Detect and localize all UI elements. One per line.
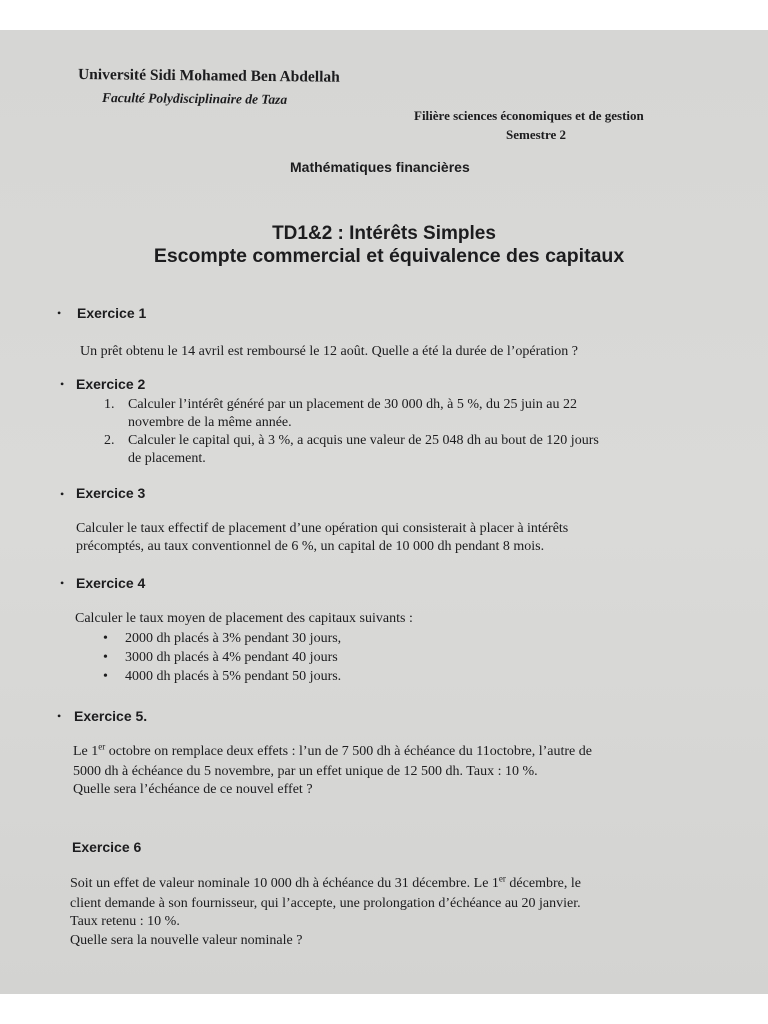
bullet-icon: • — [57, 306, 62, 320]
exercise-3-title: Exercice 3 — [76, 485, 146, 501]
semestre-label: Semestre 2 — [506, 127, 567, 142]
text-span: octobre on remplace deux effets : l’un de 7 500 dh à échéance du 11octobre, l’autre de — [105, 744, 592, 759]
bullet-icon: • — [57, 709, 62, 723]
exercise-4-item: • 3000 dh placés à 4% pendant 40 jours — [101, 648, 341, 667]
exercise-2-item — [104, 396, 599, 432]
bullet-icon: • — [60, 377, 65, 391]
exercise-5-line: 5000 dh à échéance du 5 novembre, par un effet unique de 12 500 dh. Taux : 10 %. — [73, 764, 538, 779]
exercise-2-title: Exercice 2 — [76, 376, 146, 392]
exercise-6-line — [70, 875, 581, 893]
subject-title: Mathématiques financières — [290, 159, 470, 175]
university-name: Université Sidi Mohamed Ben Abdellah — [77, 66, 340, 86]
text-span: Le 1 — [73, 744, 99, 759]
bullet-icon: • — [60, 487, 65, 501]
exercise-5-line: Quelle sera l’échéance de ce nouvel effet ? — [73, 782, 313, 797]
exercise-2-list — [104, 396, 599, 468]
item-line: Calculer l’intérêt généré par un placement de 30 000 dh, à 5 %, du 25 juin au 22 — [128, 397, 578, 412]
exercise-3-line: précomptés, au taux conventionnel de 6 %, un capital de 10 000 dh pendant 8 mois. — [76, 539, 545, 554]
exercise-4-list — [101, 629, 341, 686]
item-line: Calculer le capital qui, à 3 %, a acquis une valeur de 25 048 dh au bout de 120 jours — [128, 433, 599, 448]
exercise-6-line: Quelle sera la nouvelle valeur nominale ? — [70, 933, 303, 948]
exercise-6-line: Taux retenu : 10 %. — [70, 914, 180, 929]
exercise-1-text: Un prêt obtenu le 14 avril est remboursé le 12 août. Quelle a été la durée de l’opération ? — [80, 344, 578, 359]
text-span: Soit un effet de valeur nominale 10 000 dh à échéance du 31 décembre. Le 1 — [70, 876, 499, 891]
document-subtitle: Escompte commercial et équivalence des capitaux — [153, 245, 625, 267]
item-line: de placement. — [128, 451, 206, 466]
exercise-4-title: Exercice 4 — [76, 575, 146, 591]
exercise-5-title: Exercice 5. — [74, 708, 148, 724]
superscript: er — [98, 741, 106, 752]
exercise-2-item — [104, 432, 599, 468]
superscript: er — [498, 873, 506, 884]
faculty-name: Faculté Polydisciplinaire de Taza — [101, 90, 288, 107]
bottom-margin — [0, 994, 768, 1024]
filiere-label: Filière sciences économiques et de gestion — [414, 108, 644, 123]
exercise-1-title: Exercice 1 — [77, 305, 147, 321]
exercise-3-line: Calculer le taux effectif de placement d’une opération qui consisterait à placer à intérêts — [76, 521, 569, 536]
exercise-4-item: • 2000 dh placés à 3% pendant 30 jours, — [101, 629, 341, 648]
item-number: 1. — [104, 397, 115, 412]
exercise-6-line: client demande à son fournisseur, qui l’accepte, une prolongation d’échéance au 20 janvier. — [70, 896, 581, 911]
exercise-4-item: • 4000 dh placés à 5% pendant 50 jours. — [101, 667, 341, 686]
bullet-icon: • — [60, 576, 65, 590]
exercise-6-title: Exercice 6 — [72, 839, 142, 855]
exercise-4-intro: Calculer le taux moyen de placement des capitaux suivants : — [75, 611, 413, 626]
text-span: décembre, le — [505, 876, 581, 891]
item-number: 2. — [104, 433, 115, 448]
top-margin — [0, 0, 768, 30]
document-title: TD1&2 : Intérêts Simples — [272, 223, 496, 244]
exercise-5-line — [73, 743, 592, 761]
item-line: novembre de la même année. — [128, 415, 292, 430]
